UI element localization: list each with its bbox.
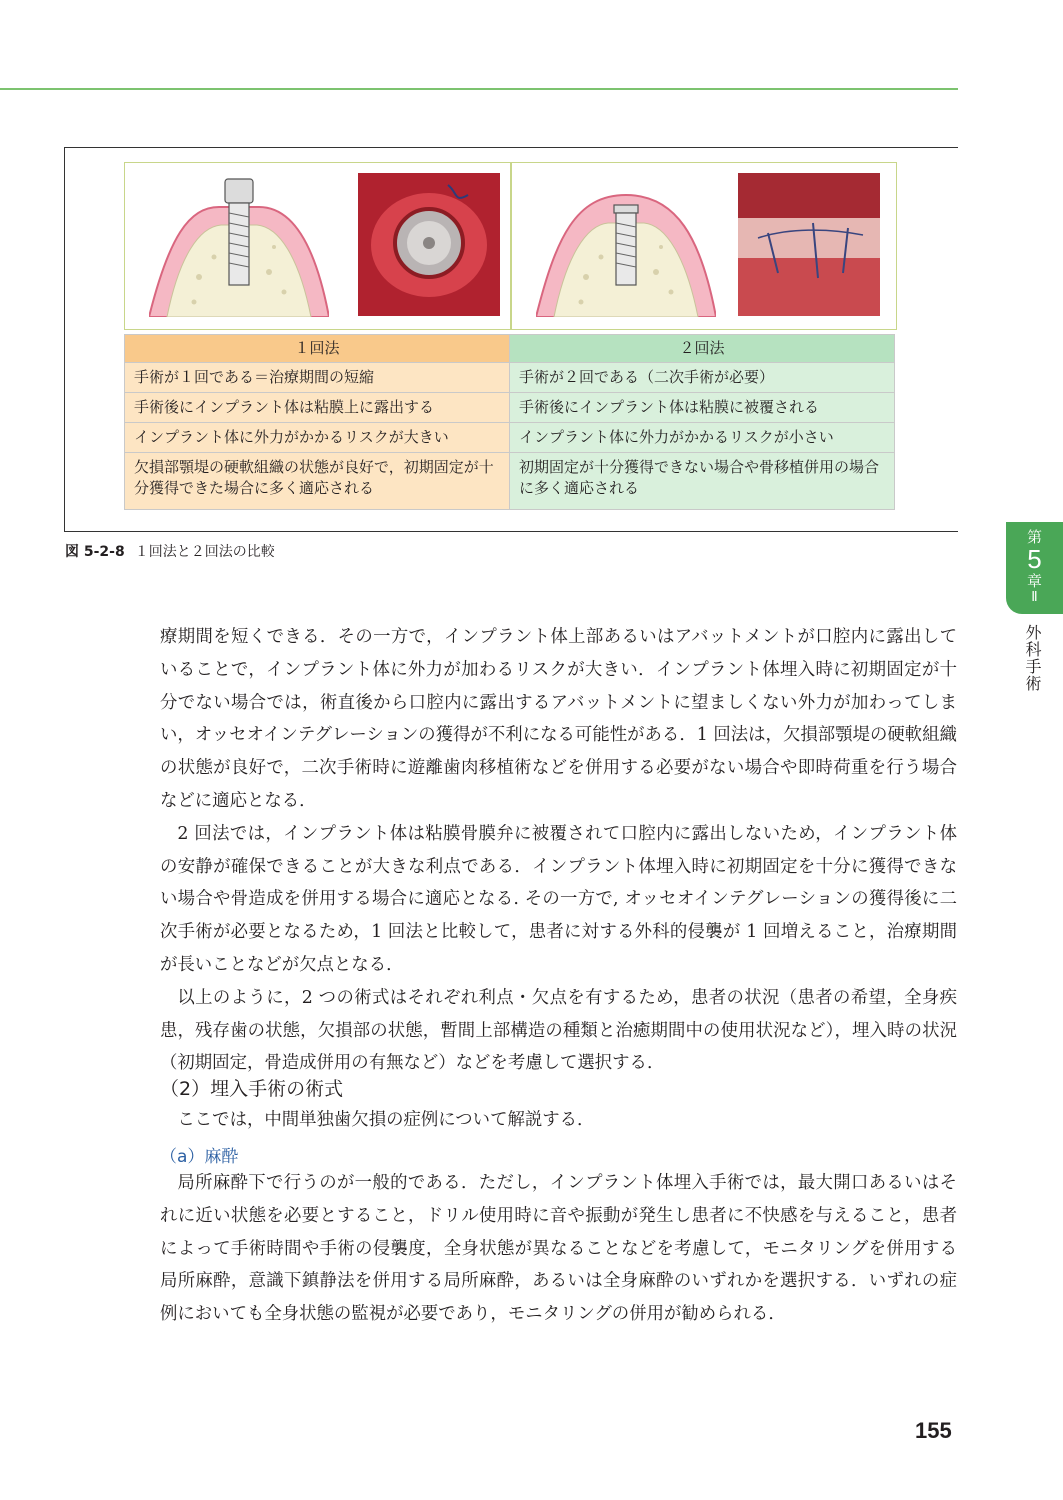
table-cell: インプラント体に外力がかかるリスクが大きい: [125, 423, 510, 453]
two-stage-implant-diagram: [536, 177, 716, 317]
body-text-block-1: [160, 621, 957, 1080]
one-stage-implant-diagram: [149, 177, 329, 317]
table-cell: 手術が２回である（二次手術が必要）: [510, 363, 895, 393]
table-cell: 初期固定が十分獲得できない場合や骨移植併用の場合に多く適応される: [510, 453, 895, 510]
chapter-prefix: 第: [1026, 528, 1042, 546]
one-stage-image-panel: [124, 162, 511, 330]
paragraph: 療期間を短くできる．その一方で，インプラント体上部あるいはアバットメントが口腔内に露出していることで，インプラント体に外力が加わるリスクが大きい．インプラント体埋入時に初期固定が十分でない場合では，術直後から口腔内に露出するアバットメントに望ましくない外力が加わってしまい，オッセオインテグレーションの獲得が不利になる可能性がある．1 回法は，欠損部顎堤の硬軟組織の状態が良好で，二次手術時に遊離歯肉移植術などを併用する必要がない場合や即時荷重を行う場合などに適応となる．: [160, 627, 957, 811]
chapter-number: 5: [1027, 544, 1042, 574]
page-number: 155: [915, 1418, 952, 1443]
table-cell: 欠損部顎堤の硬軟組織の状態が良好で，初期固定が十分獲得できた場合に多く適応される: [125, 453, 510, 510]
table-row: [125, 423, 895, 453]
header-two-stage: ２回法: [510, 335, 895, 363]
section-heading: （2）埋入手術の術式: [160, 1078, 344, 1100]
paragraph: ここでは，中間単独歯欠損の症例について解説する．: [177, 1110, 595, 1130]
figure-caption: [65, 541, 275, 561]
chapter-tab: [1006, 522, 1063, 614]
caption-text: １回法と２回法の比較: [134, 544, 275, 560]
side-section-label: 外科手術: [1023, 624, 1042, 692]
table-row: [125, 453, 895, 510]
top-rule: [0, 88, 958, 90]
table-header-row: [125, 335, 895, 363]
caption-label: 図 5-2-8: [65, 544, 125, 560]
chapter-suffix: 章: [1026, 572, 1042, 590]
two-stage-clinical-photo: [738, 173, 880, 316]
table-cell: 手術後にインプラント体は粘膜に被覆される: [510, 393, 895, 423]
paragraph: 2 回法では，インプラント体は粘膜骨膜弁に被覆されて口腔内に露出しないため，インプラント体の安静が確保できることが大きな利点である．インプラント体埋入時に初期固定を十分に獲得できない場合や骨造成を併用する場合に適応となる. その一方で, オッセオインテグレーションの獲得後に二次手術が必要となるため，1 回法と比較して，患者に対する外科的侵襲が 1 回増えること，治療期間が長いことなどが欠点となる．: [160, 823, 957, 975]
chapter-part: Ⅱ: [1031, 590, 1038, 605]
paragraph: 以上のように，2 つの術式はそれぞれ利点・欠点を有するため，患者の状況（患者の希望，全身疾患，残存歯の状態，欠損部の状態，暫間上部構造の種類と治癒期間中の使用状況など），埋入時の状況（初期固定，骨造成併用の有無など）などを考慮して選択する．: [160, 987, 957, 1074]
paragraph: 局所麻酔下で行うのが一般的である．ただし，インプラント体埋入手術では，最大開口あるいはそれに近い状態を必要とすること，ドリル使用時に音や振動が発生し患者に不快感を与えること，患者によって手術時間や手術の侵襲度，全身状態が異なることなどを考慮して，モニタリングを併用する局所麻酔，意識下鎮静法を併用する局所麻酔，あるいは全身麻酔のいずれかを選択する．いずれの症例においても全身状態の監視が必要であり，モニタリングの併用が勧められる．: [160, 1173, 957, 1325]
figure-5-2-8: [64, 147, 958, 532]
table-cell: 手術が１回である＝治療期間の短縮: [125, 363, 510, 393]
comparison-table: [124, 334, 895, 510]
body-text-block-3: [160, 1167, 957, 1331]
subsection-heading: （a）麻酔: [160, 1147, 239, 1167]
body-text-block-2: [160, 1104, 957, 1137]
table-cell: インプラント体に外力がかかるリスクが小さい: [510, 423, 895, 453]
header-one-stage: １回法: [125, 335, 510, 363]
table-cell: 手術後にインプラント体は粘膜上に露出する: [125, 393, 510, 423]
one-stage-clinical-photo: [358, 173, 500, 316]
two-stage-image-panel: [511, 162, 897, 330]
table-row: [125, 393, 895, 423]
table-row: [125, 363, 895, 393]
